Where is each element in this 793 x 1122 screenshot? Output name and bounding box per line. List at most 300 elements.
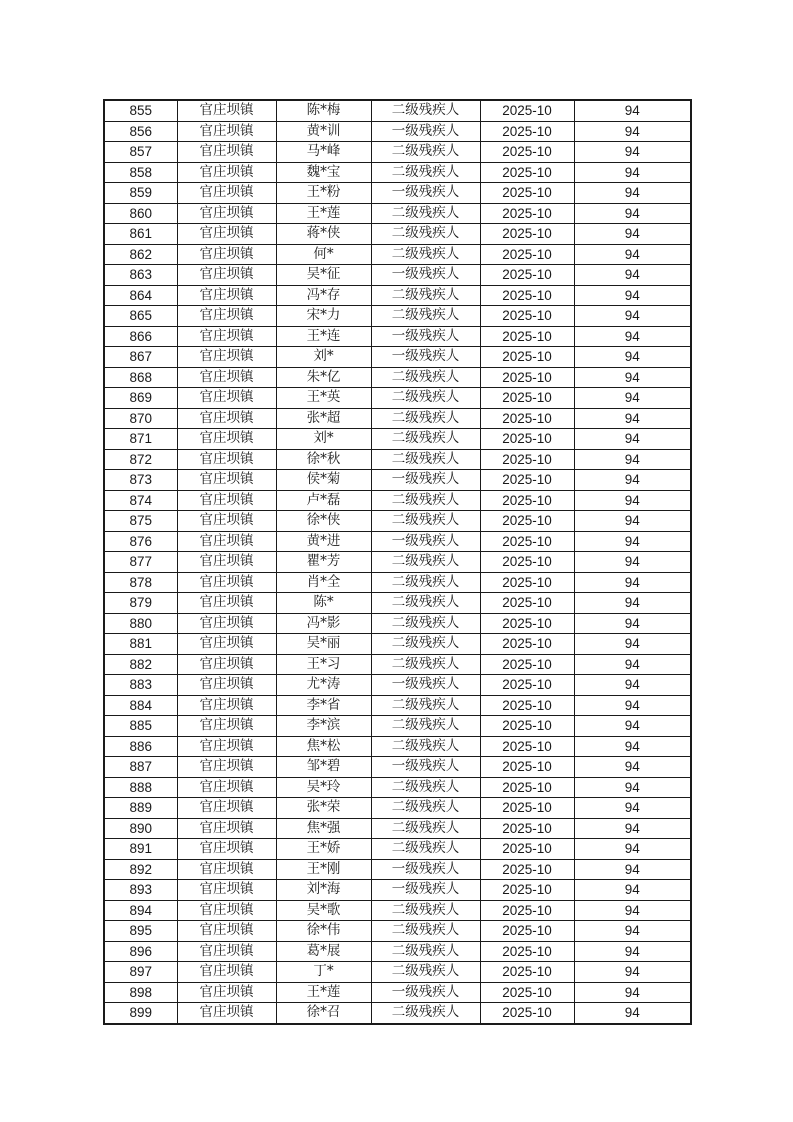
table-row (104, 306, 691, 327)
township-cell: 官庄坝镇 (177, 941, 276, 962)
table-row (104, 347, 691, 368)
table-row (104, 921, 691, 942)
table-row (104, 408, 691, 429)
person-name-cell: 陈*梅 (276, 100, 371, 121)
person-name-cell: 王*英 (276, 388, 371, 409)
township-cell: 官庄坝镇 (177, 224, 276, 245)
amount-cell: 94 (574, 224, 691, 245)
disability-grade-cell: 二级残疾人 (371, 613, 480, 634)
month-cell: 2025-10 (480, 244, 574, 265)
subsidy-roster-table (103, 99, 692, 1025)
month-cell: 2025-10 (480, 962, 574, 983)
table-row (104, 593, 691, 614)
table-row (104, 818, 691, 839)
amount-cell: 94 (574, 880, 691, 901)
amount-cell: 94 (574, 572, 691, 593)
amount-cell: 94 (574, 142, 691, 163)
month-cell: 2025-10 (480, 552, 574, 573)
amount-cell: 94 (574, 244, 691, 265)
person-name-cell: 吴*征 (276, 265, 371, 286)
serial-number-cell: 895 (104, 921, 177, 942)
serial-number-cell: 893 (104, 880, 177, 901)
township-cell: 官庄坝镇 (177, 962, 276, 983)
table-row (104, 572, 691, 593)
serial-number-cell: 875 (104, 511, 177, 532)
serial-number-cell: 887 (104, 757, 177, 778)
month-cell: 2025-10 (480, 572, 574, 593)
month-cell: 2025-10 (480, 162, 574, 183)
disability-grade-cell: 二级残疾人 (371, 798, 480, 819)
month-cell: 2025-10 (480, 982, 574, 1003)
person-name-cell: 陈* (276, 593, 371, 614)
amount-cell: 94 (574, 470, 691, 491)
month-cell: 2025-10 (480, 695, 574, 716)
amount-cell: 94 (574, 613, 691, 634)
township-cell: 官庄坝镇 (177, 449, 276, 470)
table-row (104, 470, 691, 491)
disability-grade-cell: 二级残疾人 (371, 736, 480, 757)
disability-grade-cell: 二级残疾人 (371, 306, 480, 327)
amount-cell: 94 (574, 921, 691, 942)
serial-number-cell: 868 (104, 367, 177, 388)
month-cell: 2025-10 (480, 675, 574, 696)
amount-cell: 94 (574, 490, 691, 511)
disability-grade-cell: 一级残疾人 (371, 183, 480, 204)
serial-number-cell: 857 (104, 142, 177, 163)
serial-number-cell: 873 (104, 470, 177, 491)
disability-grade-cell: 二级残疾人 (371, 367, 480, 388)
disability-grade-cell: 二级残疾人 (371, 429, 480, 450)
month-cell: 2025-10 (480, 429, 574, 450)
table-row (104, 531, 691, 552)
amount-cell: 94 (574, 716, 691, 737)
table-row (104, 880, 691, 901)
person-name-cell: 何* (276, 244, 371, 265)
person-name-cell: 刘*海 (276, 880, 371, 901)
serial-number-cell: 892 (104, 859, 177, 880)
amount-cell: 94 (574, 962, 691, 983)
township-cell: 官庄坝镇 (177, 798, 276, 819)
amount-cell: 94 (574, 777, 691, 798)
disability-grade-cell: 二级残疾人 (371, 142, 480, 163)
person-name-cell: 蒋*侠 (276, 224, 371, 245)
disability-grade-cell: 一级残疾人 (371, 982, 480, 1003)
disability-grade-cell: 二级残疾人 (371, 162, 480, 183)
disability-grade-cell: 一级残疾人 (371, 265, 480, 286)
disability-grade-cell: 一级残疾人 (371, 121, 480, 142)
township-cell: 官庄坝镇 (177, 388, 276, 409)
township-cell: 官庄坝镇 (177, 716, 276, 737)
disability-grade-cell: 二级残疾人 (371, 962, 480, 983)
amount-cell: 94 (574, 285, 691, 306)
month-cell: 2025-10 (480, 142, 574, 163)
disability-grade-cell: 二级残疾人 (371, 941, 480, 962)
disability-grade-cell: 二级残疾人 (371, 654, 480, 675)
township-cell: 官庄坝镇 (177, 306, 276, 327)
serial-number-cell: 856 (104, 121, 177, 142)
person-name-cell: 卢*磊 (276, 490, 371, 511)
disability-grade-cell: 二级残疾人 (371, 839, 480, 860)
disability-grade-cell: 一级残疾人 (371, 880, 480, 901)
person-name-cell: 宋*力 (276, 306, 371, 327)
amount-cell: 94 (574, 900, 691, 921)
disability-grade-cell: 一级残疾人 (371, 326, 480, 347)
township-cell: 官庄坝镇 (177, 183, 276, 204)
disability-grade-cell: 二级残疾人 (371, 695, 480, 716)
person-name-cell: 李*省 (276, 695, 371, 716)
disability-grade-cell: 一级残疾人 (371, 859, 480, 880)
amount-cell: 94 (574, 941, 691, 962)
table-row (104, 941, 691, 962)
serial-number-cell: 886 (104, 736, 177, 757)
month-cell: 2025-10 (480, 921, 574, 942)
serial-number-cell: 858 (104, 162, 177, 183)
serial-number-cell: 865 (104, 306, 177, 327)
disability-grade-cell: 二级残疾人 (371, 100, 480, 121)
serial-number-cell: 894 (104, 900, 177, 921)
month-cell: 2025-10 (480, 818, 574, 839)
amount-cell: 94 (574, 798, 691, 819)
serial-number-cell: 866 (104, 326, 177, 347)
disability-grade-cell: 二级残疾人 (371, 716, 480, 737)
table-row (104, 203, 691, 224)
amount-cell: 94 (574, 203, 691, 224)
person-name-cell: 焦*强 (276, 818, 371, 839)
table-row (104, 285, 691, 306)
table-row (104, 900, 691, 921)
table-row (104, 675, 691, 696)
township-cell: 官庄坝镇 (177, 203, 276, 224)
township-cell: 官庄坝镇 (177, 695, 276, 716)
table-row (104, 552, 691, 573)
serial-number-cell: 855 (104, 100, 177, 121)
township-cell: 官庄坝镇 (177, 675, 276, 696)
table-row (104, 654, 691, 675)
disability-grade-cell: 二级残疾人 (371, 900, 480, 921)
table-row (104, 265, 691, 286)
serial-number-cell: 898 (104, 982, 177, 1003)
serial-number-cell: 880 (104, 613, 177, 634)
serial-number-cell: 871 (104, 429, 177, 450)
disability-grade-cell: 二级残疾人 (371, 490, 480, 511)
serial-number-cell: 877 (104, 552, 177, 573)
table-row (104, 736, 691, 757)
amount-cell: 94 (574, 695, 691, 716)
table-row (104, 224, 691, 245)
disability-grade-cell: 一级残疾人 (371, 675, 480, 696)
township-cell: 官庄坝镇 (177, 429, 276, 450)
table-row (104, 367, 691, 388)
person-name-cell: 尤*涛 (276, 675, 371, 696)
township-cell: 官庄坝镇 (177, 880, 276, 901)
township-cell: 官庄坝镇 (177, 552, 276, 573)
person-name-cell: 朱*亿 (276, 367, 371, 388)
person-name-cell: 王*娇 (276, 839, 371, 860)
amount-cell: 94 (574, 449, 691, 470)
amount-cell: 94 (574, 634, 691, 655)
disability-grade-cell: 二级残疾人 (371, 552, 480, 573)
serial-number-cell: 882 (104, 654, 177, 675)
serial-number-cell: 863 (104, 265, 177, 286)
amount-cell: 94 (574, 347, 691, 368)
person-name-cell: 侯*菊 (276, 470, 371, 491)
person-name-cell: 魏*宝 (276, 162, 371, 183)
serial-number-cell: 899 (104, 1003, 177, 1024)
month-cell: 2025-10 (480, 1003, 574, 1024)
month-cell: 2025-10 (480, 613, 574, 634)
amount-cell: 94 (574, 552, 691, 573)
amount-cell: 94 (574, 367, 691, 388)
table-row (104, 142, 691, 163)
township-cell: 官庄坝镇 (177, 839, 276, 860)
disability-grade-cell: 二级残疾人 (371, 408, 480, 429)
table-row (104, 244, 691, 265)
amount-cell: 94 (574, 818, 691, 839)
person-name-cell: 马*峰 (276, 142, 371, 163)
township-cell: 官庄坝镇 (177, 244, 276, 265)
serial-number-cell: 897 (104, 962, 177, 983)
serial-number-cell: 878 (104, 572, 177, 593)
month-cell: 2025-10 (480, 490, 574, 511)
township-cell: 官庄坝镇 (177, 490, 276, 511)
amount-cell: 94 (574, 121, 691, 142)
township-cell: 官庄坝镇 (177, 634, 276, 655)
person-name-cell: 徐*秋 (276, 449, 371, 470)
disability-grade-cell: 一级残疾人 (371, 470, 480, 491)
serial-number-cell: 891 (104, 839, 177, 860)
disability-grade-cell: 二级残疾人 (371, 593, 480, 614)
month-cell: 2025-10 (480, 757, 574, 778)
township-cell: 官庄坝镇 (177, 921, 276, 942)
table-row (104, 859, 691, 880)
table-row (104, 634, 691, 655)
month-cell: 2025-10 (480, 265, 574, 286)
month-cell: 2025-10 (480, 121, 574, 142)
township-cell: 官庄坝镇 (177, 654, 276, 675)
amount-cell: 94 (574, 675, 691, 696)
disability-grade-cell: 二级残疾人 (371, 203, 480, 224)
month-cell: 2025-10 (480, 736, 574, 757)
serial-number-cell: 896 (104, 941, 177, 962)
township-cell: 官庄坝镇 (177, 326, 276, 347)
disability-grade-cell: 二级残疾人 (371, 285, 480, 306)
month-cell: 2025-10 (480, 531, 574, 552)
person-name-cell: 吴*丽 (276, 634, 371, 655)
township-cell: 官庄坝镇 (177, 470, 276, 491)
month-cell: 2025-10 (480, 224, 574, 245)
serial-number-cell: 890 (104, 818, 177, 839)
amount-cell: 94 (574, 511, 691, 532)
person-name-cell: 吴*玲 (276, 777, 371, 798)
person-name-cell: 王*粉 (276, 183, 371, 204)
township-cell: 官庄坝镇 (177, 100, 276, 121)
month-cell: 2025-10 (480, 511, 574, 532)
township-cell: 官庄坝镇 (177, 265, 276, 286)
person-name-cell: 张*超 (276, 408, 371, 429)
table-row (104, 183, 691, 204)
amount-cell: 94 (574, 429, 691, 450)
disability-grade-cell: 二级残疾人 (371, 388, 480, 409)
disability-grade-cell: 二级残疾人 (371, 818, 480, 839)
roster-body (104, 100, 691, 1024)
table-row (104, 121, 691, 142)
month-cell: 2025-10 (480, 100, 574, 121)
amount-cell: 94 (574, 757, 691, 778)
serial-number-cell: 876 (104, 531, 177, 552)
amount-cell: 94 (574, 265, 691, 286)
disability-grade-cell: 一级残疾人 (371, 757, 480, 778)
month-cell: 2025-10 (480, 716, 574, 737)
table-row (104, 839, 691, 860)
person-name-cell: 邹*碧 (276, 757, 371, 778)
table-row (104, 798, 691, 819)
table-row (104, 1003, 691, 1024)
serial-number-cell: 881 (104, 634, 177, 655)
township-cell: 官庄坝镇 (177, 367, 276, 388)
table-row (104, 162, 691, 183)
month-cell: 2025-10 (480, 449, 574, 470)
serial-number-cell: 861 (104, 224, 177, 245)
month-cell: 2025-10 (480, 183, 574, 204)
serial-number-cell: 859 (104, 183, 177, 204)
serial-number-cell: 884 (104, 695, 177, 716)
township-cell: 官庄坝镇 (177, 859, 276, 880)
serial-number-cell: 862 (104, 244, 177, 265)
serial-number-cell: 872 (104, 449, 177, 470)
amount-cell: 94 (574, 306, 691, 327)
township-cell: 官庄坝镇 (177, 121, 276, 142)
table-row (104, 982, 691, 1003)
table-row (104, 511, 691, 532)
person-name-cell: 瞿*芳 (276, 552, 371, 573)
township-cell: 官庄坝镇 (177, 593, 276, 614)
table-row (104, 695, 691, 716)
township-cell: 官庄坝镇 (177, 347, 276, 368)
month-cell: 2025-10 (480, 285, 574, 306)
person-name-cell: 刘* (276, 429, 371, 450)
serial-number-cell: 860 (104, 203, 177, 224)
table-row (104, 490, 691, 511)
serial-number-cell: 864 (104, 285, 177, 306)
amount-cell: 94 (574, 654, 691, 675)
serial-number-cell: 883 (104, 675, 177, 696)
township-cell: 官庄坝镇 (177, 736, 276, 757)
amount-cell: 94 (574, 388, 691, 409)
township-cell: 官庄坝镇 (177, 285, 276, 306)
amount-cell: 94 (574, 982, 691, 1003)
month-cell: 2025-10 (480, 634, 574, 655)
month-cell: 2025-10 (480, 347, 574, 368)
township-cell: 官庄坝镇 (177, 531, 276, 552)
month-cell: 2025-10 (480, 470, 574, 491)
person-name-cell: 王*习 (276, 654, 371, 675)
disability-grade-cell: 二级残疾人 (371, 224, 480, 245)
disability-grade-cell: 二级残疾人 (371, 244, 480, 265)
serial-number-cell: 874 (104, 490, 177, 511)
township-cell: 官庄坝镇 (177, 757, 276, 778)
month-cell: 2025-10 (480, 306, 574, 327)
serial-number-cell: 888 (104, 777, 177, 798)
township-cell: 官庄坝镇 (177, 1003, 276, 1024)
month-cell: 2025-10 (480, 777, 574, 798)
person-name-cell: 王*连 (276, 326, 371, 347)
person-name-cell: 肖*全 (276, 572, 371, 593)
township-cell: 官庄坝镇 (177, 613, 276, 634)
person-name-cell: 徐*侠 (276, 511, 371, 532)
month-cell: 2025-10 (480, 593, 574, 614)
disability-grade-cell: 二级残疾人 (371, 777, 480, 798)
disability-grade-cell: 二级残疾人 (371, 634, 480, 655)
township-cell: 官庄坝镇 (177, 572, 276, 593)
table-row (104, 326, 691, 347)
month-cell: 2025-10 (480, 408, 574, 429)
table-row (104, 777, 691, 798)
serial-number-cell: 885 (104, 716, 177, 737)
amount-cell: 94 (574, 1003, 691, 1024)
table-row (104, 100, 691, 121)
person-name-cell: 刘* (276, 347, 371, 368)
amount-cell: 94 (574, 593, 691, 614)
table-row (104, 429, 691, 450)
person-name-cell: 冯*存 (276, 285, 371, 306)
month-cell: 2025-10 (480, 900, 574, 921)
table-row (104, 388, 691, 409)
person-name-cell: 李*滨 (276, 716, 371, 737)
person-name-cell: 葛*展 (276, 941, 371, 962)
disability-grade-cell: 二级残疾人 (371, 572, 480, 593)
township-cell: 官庄坝镇 (177, 162, 276, 183)
month-cell: 2025-10 (480, 941, 574, 962)
person-name-cell: 王*莲 (276, 982, 371, 1003)
month-cell: 2025-10 (480, 367, 574, 388)
township-cell: 官庄坝镇 (177, 900, 276, 921)
serial-number-cell: 869 (104, 388, 177, 409)
person-name-cell: 焦*松 (276, 736, 371, 757)
table-row (104, 449, 691, 470)
person-name-cell: 王*莲 (276, 203, 371, 224)
person-name-cell: 张*荣 (276, 798, 371, 819)
person-name-cell: 吴*歌 (276, 900, 371, 921)
amount-cell: 94 (574, 531, 691, 552)
amount-cell: 94 (574, 183, 691, 204)
disability-grade-cell: 二级残疾人 (371, 449, 480, 470)
month-cell: 2025-10 (480, 654, 574, 675)
month-cell: 2025-10 (480, 203, 574, 224)
amount-cell: 94 (574, 408, 691, 429)
month-cell: 2025-10 (480, 859, 574, 880)
disability-grade-cell: 一级残疾人 (371, 347, 480, 368)
person-name-cell: 黄*训 (276, 121, 371, 142)
amount-cell: 94 (574, 162, 691, 183)
serial-number-cell: 870 (104, 408, 177, 429)
township-cell: 官庄坝镇 (177, 982, 276, 1003)
month-cell: 2025-10 (480, 388, 574, 409)
amount-cell: 94 (574, 736, 691, 757)
amount-cell: 94 (574, 326, 691, 347)
person-name-cell: 徐*召 (276, 1003, 371, 1024)
table-row (104, 962, 691, 983)
month-cell: 2025-10 (480, 880, 574, 901)
person-name-cell: 王*刚 (276, 859, 371, 880)
person-name-cell: 丁* (276, 962, 371, 983)
disability-grade-cell: 二级残疾人 (371, 511, 480, 532)
month-cell: 2025-10 (480, 798, 574, 819)
table-row (104, 716, 691, 737)
amount-cell: 94 (574, 859, 691, 880)
township-cell: 官庄坝镇 (177, 511, 276, 532)
person-name-cell: 徐*伟 (276, 921, 371, 942)
amount-cell: 94 (574, 839, 691, 860)
